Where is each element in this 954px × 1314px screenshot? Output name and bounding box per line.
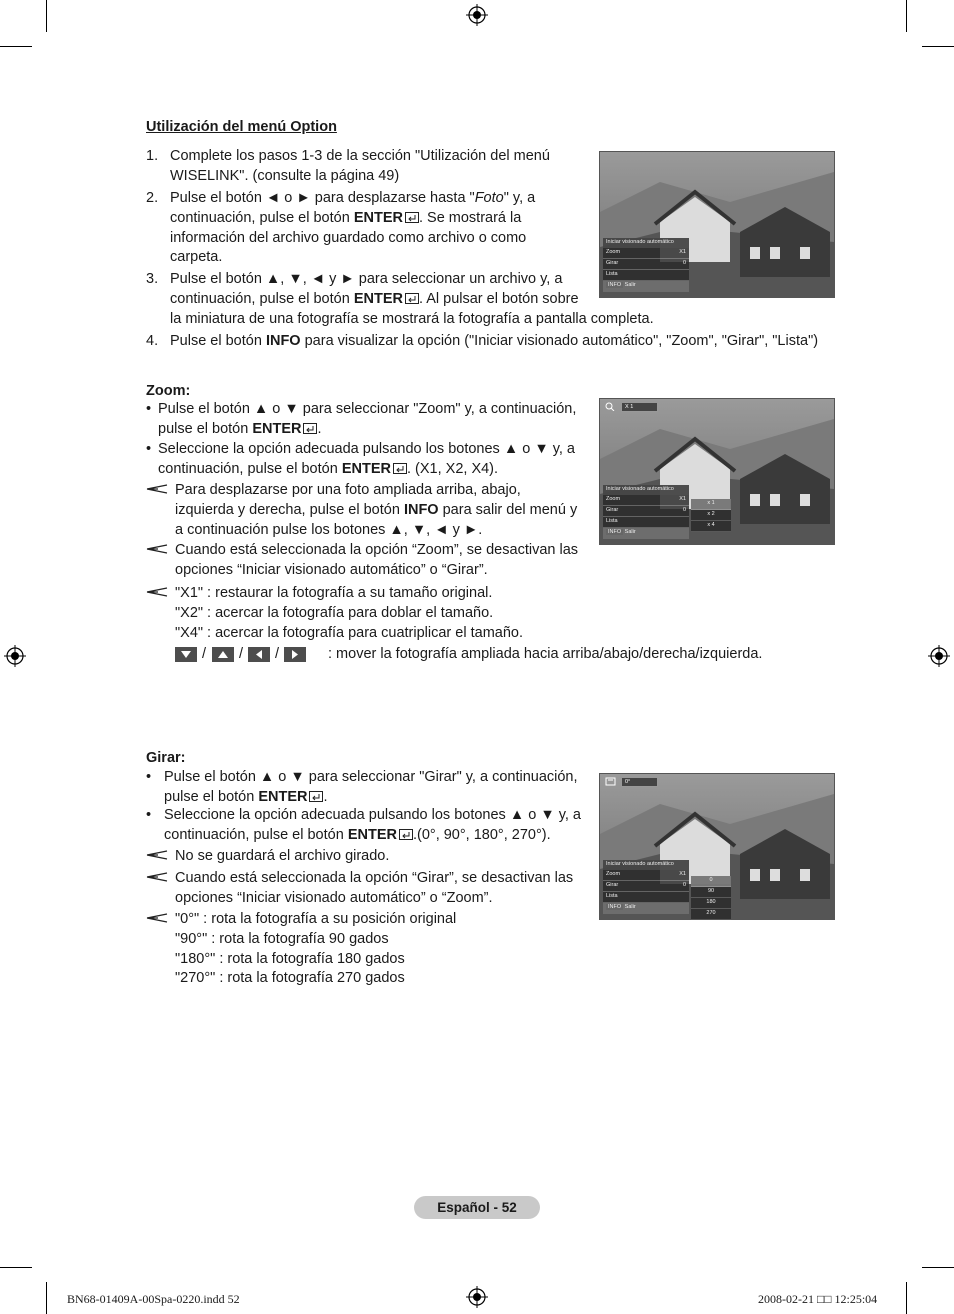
separator: /: [202, 646, 207, 662]
note-text: Cuando está seleccionada la opción “Girar”, se desactivan las: [175, 870, 574, 886]
crop-mark: [906, 1282, 907, 1314]
bullet-text: pulse el botón: [164, 788, 259, 805]
note-text: Para desplazarse por una foto ampliada arriba, abajo,: [175, 482, 521, 498]
rotation-option[interactable]: 0: [691, 876, 731, 887]
note-arrow-icon: [146, 849, 168, 861]
bullet-text: pulse el botón: [158, 420, 253, 437]
info-badge: INFO: [608, 529, 622, 535]
crop-mark: [906, 0, 907, 32]
menu-item-value: X1: [679, 249, 686, 255]
menu-item-label: Girar: [606, 507, 619, 513]
note-text: a continuación pulse los botones ▲, ▼, ◄ y ►.: [175, 521, 483, 538]
zoom-option[interactable]: x 2: [691, 510, 731, 521]
step-text: para visualizar la opción ("Iniciar visionado automático", "Zoom", "Girar", "Lista"): [300, 333, 819, 349]
note-text: "X1" : restaurar la fotografía a su tamaño original.: [175, 585, 493, 601]
step-text: Complete los pasos 1-3 de la sección "Utilización del menú: [170, 148, 550, 164]
menu-item-value: 0: [682, 260, 686, 266]
menu-item-label: Lista: [606, 893, 618, 899]
left-arrow-icon: [248, 647, 270, 662]
registration-mark-icon: [466, 1286, 488, 1308]
step-text: WISELINK". (consulte la página 49): [170, 167, 400, 184]
enter-label: ENTER: [353, 209, 403, 226]
enter-label: ENTER: [353, 290, 403, 307]
menu-item-lista[interactable]: [603, 270, 689, 281]
step-text: Pulse el botón: [170, 333, 266, 349]
left-arrow-button: [248, 647, 270, 662]
option-menu: [603, 238, 689, 292]
menu-item-slideshow[interactable]: Iniciar visionado automático: [603, 860, 689, 870]
section-title: Utilización del menú Option: [146, 119, 337, 135]
nav-description: : mover la fotografía ampliada hacia arriba/abajo/derecha/izquierda.: [328, 646, 763, 662]
crop-mark: [0, 46, 32, 47]
rotate-icon: [605, 777, 617, 786]
menu-item-label: Zoom: [606, 496, 621, 502]
menu-item-value: X1: [679, 871, 686, 877]
step-number: 3.: [146, 271, 159, 287]
rotation-options: [691, 876, 731, 920]
exit-label: Salir: [624, 529, 636, 535]
option-menu: [603, 860, 689, 914]
up-arrow-icon: [212, 647, 234, 662]
zoom-option[interactable]: x 4: [691, 521, 731, 532]
step-text: continuación, pulse el botón: [170, 209, 354, 226]
menu-item-zoom[interactable]: [603, 248, 689, 259]
bullet-dot: •: [146, 441, 152, 457]
bullet-text: .: [317, 420, 322, 437]
menu-item-label: Zoom: [606, 871, 621, 877]
option-menu: [603, 485, 689, 539]
step-text: " y, a: [503, 190, 536, 206]
exit-label: Salir: [624, 282, 636, 288]
zoom-options: [691, 499, 731, 532]
tv-screen-girar: [599, 773, 835, 920]
note-text: No se guardará el archivo girado.: [175, 848, 390, 864]
step-text: . Al pulsar el botón sobre: [418, 290, 579, 307]
info-badge: INFO: [608, 282, 622, 288]
note-arrow-icon: [146, 483, 168, 495]
crop-mark: [46, 1282, 47, 1314]
menu-item-label: Girar: [606, 260, 619, 266]
rotation-option[interactable]: 270: [691, 909, 731, 920]
rotation-option[interactable]: 180: [691, 898, 731, 909]
step-text: carpeta.: [170, 249, 223, 266]
menu-item-value: 0: [682, 882, 686, 888]
zoom-heading: Zoom:: [146, 383, 191, 399]
down-arrow-icon: [175, 647, 197, 662]
girar-heading: Girar:: [146, 750, 186, 766]
crop-mark: [46, 0, 47, 32]
enter-label: ENTER: [341, 460, 391, 477]
menu-item-zoom[interactable]: [603, 495, 689, 506]
note-text: "90°" : rota la fotografía 90 gados: [175, 930, 389, 947]
enter-label: ENTER: [258, 788, 308, 805]
menu-item-value: X1: [679, 496, 686, 502]
step-number: 1.: [146, 148, 159, 164]
step-text: Pulse el botón ▲, ▼, ◄ y ► para seleccionar un archivo y, a: [170, 271, 563, 287]
menu-item-slideshow[interactable]: Iniciar visionado automático: [603, 238, 689, 248]
tv-screen-zoom: [599, 398, 835, 545]
step-text: . Se mostrará la: [418, 209, 522, 226]
bullet-dot: •: [146, 807, 152, 823]
crop-mark: [922, 46, 954, 47]
bullet-text: Seleccione la opción adecuada pulsando los botones ▲ o ▼ y, a: [158, 441, 575, 457]
tv-screen-option-menu: [599, 151, 835, 298]
enter-icon: [303, 423, 317, 434]
bullet-text: continuación, pulse el botón: [158, 460, 342, 477]
step-number: 2.: [146, 190, 159, 206]
down-arrow-button: [175, 647, 197, 662]
page-number-badge: Español - 52: [414, 1196, 540, 1219]
zoom-level-box: X 1: [621, 402, 658, 412]
note-text: Cuando está seleccionada la opción “Zoom”, se desactivan las: [175, 542, 579, 558]
step-number: 4.: [146, 333, 159, 349]
menu-item-lista[interactable]: [603, 892, 689, 903]
step-text: la miniatura de una fotografía se mostrará la fotografía a pantalla completa.: [170, 310, 654, 327]
separator: /: [239, 646, 244, 662]
bullet-text: .(0°, 90°, 180°, 270°).: [412, 826, 551, 843]
bullet-dot: •: [146, 769, 152, 785]
bullet-dot: •: [146, 401, 152, 417]
note-arrow-icon: [146, 543, 168, 555]
enter-icon: [405, 212, 419, 223]
step-text: información del archivo guardado como archivo o como: [170, 229, 527, 246]
note-text: para salir del menú y: [438, 501, 578, 518]
menu-footer: [603, 903, 689, 914]
rotation-box: 0°: [621, 777, 658, 787]
note-arrow-icon: [146, 871, 168, 883]
bullet-text: . (X1, X2, X4).: [406, 460, 499, 477]
registration-mark-icon: [4, 645, 26, 667]
right-arrow-button: [284, 647, 306, 662]
enter-icon: [393, 463, 407, 474]
rotation-option[interactable]: 90: [691, 887, 731, 898]
note-text: opciones “Iniciar visionado automático” o “Zoom”.: [175, 889, 493, 906]
zoom-option[interactable]: x 1: [691, 499, 731, 510]
step-text-italic: Foto: [474, 190, 504, 206]
print-date-info: 2008-02-21 □□ 12:25:04: [758, 1292, 878, 1306]
step-text: Pulse el botón ◄ o ► para desplazarse hasta ": [170, 190, 475, 206]
note-text: "0°" : rota la fotografía a su posición original: [175, 911, 457, 927]
print-file-info: BN68-01409A-00Spa-0220.indd 52: [67, 1292, 240, 1306]
menu-item-label: Zoom: [606, 249, 621, 255]
registration-mark-icon: [466, 4, 488, 26]
menu-item-girar[interactable]: [603, 259, 689, 270]
bullet-text: .: [323, 788, 328, 805]
menu-item-girar[interactable]: [603, 881, 689, 892]
note-arrow-icon: [146, 912, 168, 924]
menu-item-label: Girar: [606, 882, 619, 888]
enter-label: ENTER: [252, 420, 302, 437]
info-badge: INFO: [608, 904, 622, 910]
info-label: INFO: [403, 501, 439, 518]
right-arrow-icon: [284, 647, 306, 662]
separator: /: [275, 646, 280, 662]
up-arrow-button: [212, 647, 234, 662]
enter-icon: [399, 829, 413, 840]
menu-footer: [603, 281, 689, 292]
note-text: "180°" : rota la fotografía 180 gados: [175, 950, 405, 967]
bullet-text: continuación, pulse el botón: [164, 826, 348, 843]
crop-mark: [0, 1267, 32, 1268]
step-text: continuación, pulse el botón: [170, 290, 354, 307]
menu-item-slideshow[interactable]: Iniciar visionado automático: [603, 485, 689, 495]
menu-item-label: Lista: [606, 271, 618, 277]
exit-label: Salir: [624, 904, 636, 910]
bullet-text: Pulse el botón ▲ o ▼ para seleccionar "Zoom" y, a continuación,: [158, 401, 577, 417]
note-text: "270°" : rota la fotografía 270 gados: [175, 970, 405, 987]
registration-mark-icon: [928, 645, 950, 667]
note-arrow-icon: [146, 586, 168, 598]
note-text: izquierda y derecha, pulse el botón: [175, 501, 404, 518]
menu-item-zoom[interactable]: [603, 870, 689, 881]
note-text: "X2" : acercar la fotografía para doblar el tamaño.: [175, 604, 494, 621]
note-text: opciones “Iniciar visionado automático” o “Girar”.: [175, 561, 488, 578]
enter-label: ENTER: [347, 826, 397, 843]
menu-item-label: Lista: [606, 518, 618, 524]
note-text: "X4" : acercar la fotografía para cuatriplicar el tamaño.: [175, 624, 523, 641]
crop-mark: [922, 1267, 954, 1268]
menu-footer: [603, 528, 689, 539]
info-label: INFO: [265, 333, 301, 349]
magnifier-icon: [605, 402, 615, 411]
menu-item-lista[interactable]: [603, 517, 689, 528]
enter-icon: [405, 293, 419, 304]
bullet-text: Pulse el botón ▲ o ▼ para seleccionar "Girar" y, a continuación,: [164, 769, 578, 785]
enter-icon: [309, 791, 323, 802]
bullet-text: Seleccione la opción adecuada pulsando los botones ▲ o ▼ y, a: [164, 807, 581, 823]
menu-item-girar[interactable]: [603, 506, 689, 517]
menu-item-value: 0: [682, 507, 686, 513]
